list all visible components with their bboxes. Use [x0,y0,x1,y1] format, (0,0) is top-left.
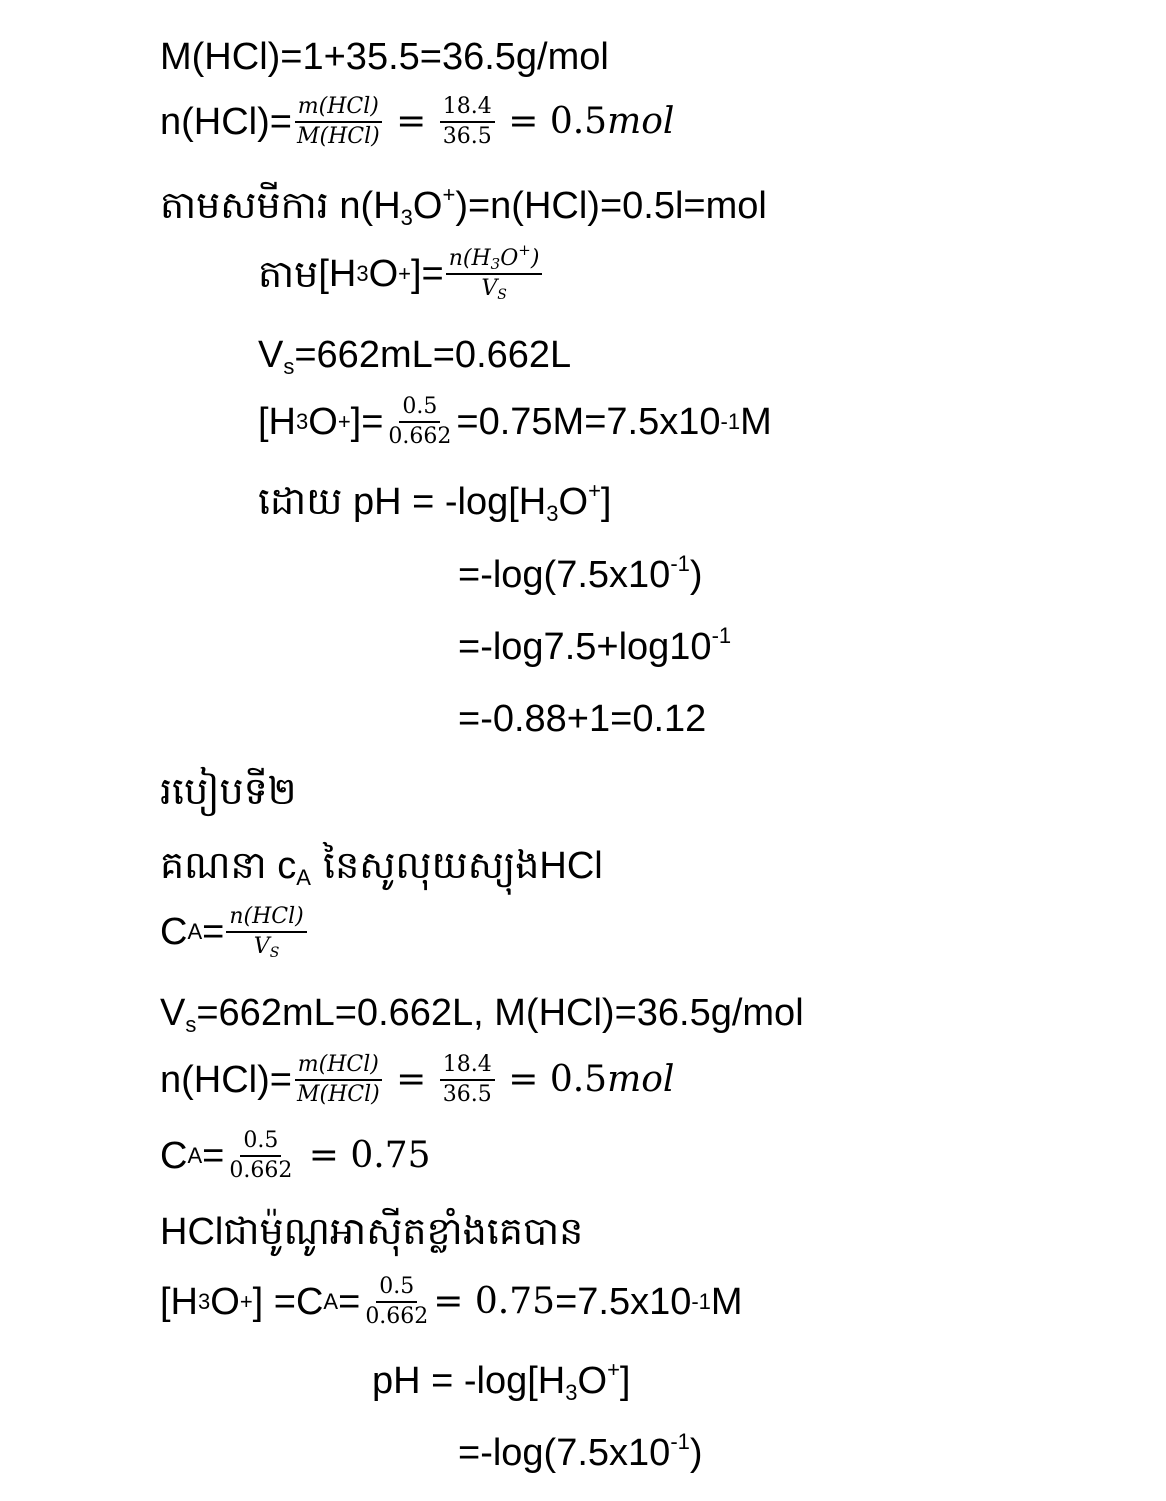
reaction-line [160,182,767,230]
ph-definition-line-2 [372,1357,631,1405]
superscript: + [588,478,601,503]
hydronium-equals-ca-line: [H 3 O + ] =C A = $\frac{0.5}{0.662}$ = 0.75 =7.5x10 -1 M [160,1274,743,1329]
math-text: O [558,481,589,523]
fraction-denominator: 0.662 [388,424,452,449]
math-text: =662mL=0.662L [294,334,572,376]
moles-result: 0.5 [549,101,608,142]
math-text: )=n(HCl)=0.5l=mol [455,185,767,227]
ph-step-2 [458,623,732,668]
ph-definition-line [258,478,612,526]
math-text: O [368,253,399,295]
math-text: ]= [410,253,444,295]
ca-formula-line: C A = $\frac{\text{n(HCl)}}{V_S}$ [160,906,309,958]
math-text: O [412,185,443,227]
mass-over-molar-fraction [294,96,383,148]
hydronium-fraction [446,241,543,303]
fraction-denominator: $V_S$ [481,276,507,303]
math-text: =-log7.5+log10 [458,626,712,668]
hydronium-formula-line: តាម [H 3 O + ]= $\frac{n(H_3O^+)}{V_S}$ [258,248,544,300]
math-text: =7.5x10 [555,1281,692,1323]
molar-mass-line [160,38,609,76]
math-text: pH = -log[H [342,481,547,523]
fraction-numerator: $n(H_3O^+)$ [446,248,543,275]
superscript: + [607,1357,620,1382]
fraction-denominator: 0.662 [229,1158,293,1183]
math-text: HCl [539,845,603,887]
math-text: =-log(7.5x10 [458,1432,671,1474]
khmer-label: តាមសមីការ [160,183,329,227]
khmer-label: ជាម៉ូណូអាស៊ីតខ្លាំងគេបាន [223,1209,584,1253]
fraction-numerator: m(HCl) [295,1054,382,1081]
method-two-heading [160,769,297,813]
ph-step-1-b [458,1429,703,1474]
khmer-label: នៃសូលុយស្យុង [310,843,540,887]
fraction-denominator: 36.5 [442,1082,492,1107]
math-text: =-0.88+1=0.12 [458,698,707,740]
subscript: A [296,865,311,890]
ph-step-3 [458,700,706,738]
fraction-denominator: 0.662 [365,1304,429,1329]
khmer-heading: របៀបទី២ [160,769,297,813]
fraction-numerator: 0.5 [240,1130,281,1157]
subscript: s [283,354,295,379]
ca-result: 0.75 [350,1135,431,1176]
numeric-fraction [226,1130,295,1182]
khmer-label: គណនា [160,843,267,887]
numeric-fraction [440,1054,495,1106]
math-text: M [710,1281,743,1323]
moles-result: 0.5 [549,1059,608,1100]
math-text: [H [318,253,357,295]
math-text: C [160,1135,188,1177]
ca-value-line: C A = $\frac{0.5}{0.662}$ = 0.75 [160,1128,431,1183]
equals-sign: = [384,101,438,142]
ph-step-1 [458,551,703,596]
calculate-ca-line [160,843,603,890]
math-text: V [258,334,284,376]
fraction-denominator: M(HCl) [296,124,380,149]
math-text: O [210,1281,240,1323]
math-text: O [308,401,338,443]
math-text: ) [689,1432,703,1474]
equals-sign: = [297,1135,351,1176]
subscript: 3 [546,501,559,526]
subscript: 3 [400,205,413,230]
superscript: -1 [711,623,732,648]
math-result: = 0.75 [433,1281,556,1322]
superscript: -1 [670,551,690,576]
math-text: =662mL=0.662L, M(HCl)=36.5g/mol [196,992,804,1034]
math-text: =0.75M=7.5x10 [456,401,721,443]
subscript: s [185,1012,197,1037]
fraction-numerator: n(HCl) [226,906,306,933]
fraction-numerator: 0.5 [376,1276,417,1303]
math-text: =-log(7.5x10 [458,554,671,596]
math-text: V [160,992,186,1034]
math-text: HCl [160,1211,224,1253]
fraction-numerator: m(HCl) [295,96,382,123]
fraction-denominator: 36.5 [442,124,492,149]
molar-mass-text: M(HCl)=1+35.5=36.5g/mol [160,36,609,78]
given-values-line [160,992,804,1037]
superscript: + [442,182,456,207]
moles-line-2 [160,1054,674,1106]
moles-line [160,96,674,148]
math-text: c [266,845,297,887]
strong-acid-line [160,1209,584,1253]
moles-prefix: n(HCl)= [160,1059,292,1101]
mass-over-molar-fraction [294,1054,383,1106]
equals-sign: = [496,101,550,142]
math-text: ] [619,1360,631,1402]
moles-prefix: n(HCl)= [160,101,292,143]
math-text: pH = -log[H [372,1360,566,1402]
moles-unit: mol [607,1059,675,1100]
equals-sign: = [384,1059,438,1100]
numeric-fraction [385,396,454,448]
numeric-fraction [362,1276,431,1328]
khmer-label: តាម [258,252,319,296]
khmer-label: ដោយ [258,479,343,523]
math-text: M [740,401,772,443]
math-text: ] =C [252,1281,324,1323]
fraction-numerator: 18.4 [440,1054,495,1081]
volume-line [258,334,572,379]
math-text: = [338,1281,361,1323]
math-text: ) [689,554,703,596]
moles-unit: mol [607,101,675,142]
math-text: n(H [328,185,401,227]
math-text: ]= [350,401,384,443]
math-text: C [160,911,188,953]
fraction-denominator: M(HCl) [296,1082,380,1107]
math-text: [H [160,1281,198,1323]
numeric-fraction [440,96,495,148]
fraction-numerator: 18.4 [440,96,495,123]
math-text: O [577,1360,608,1402]
concentration-line: [H 3 O + ]= $\frac{0.5}{0.662}$ =0.75M=7.5x10 -1 M [258,394,772,449]
math-text: = [202,1135,225,1177]
subscript: 3 [565,1380,578,1405]
fraction-numerator: 0.5 [399,396,440,423]
fraction-denominator: $V_S$ [253,934,280,961]
math-text: = [202,911,225,953]
superscript: -1 [670,1429,690,1454]
equals-sign: = [496,1059,550,1100]
math-text: [H [258,401,296,443]
math-text: ] [600,481,612,523]
